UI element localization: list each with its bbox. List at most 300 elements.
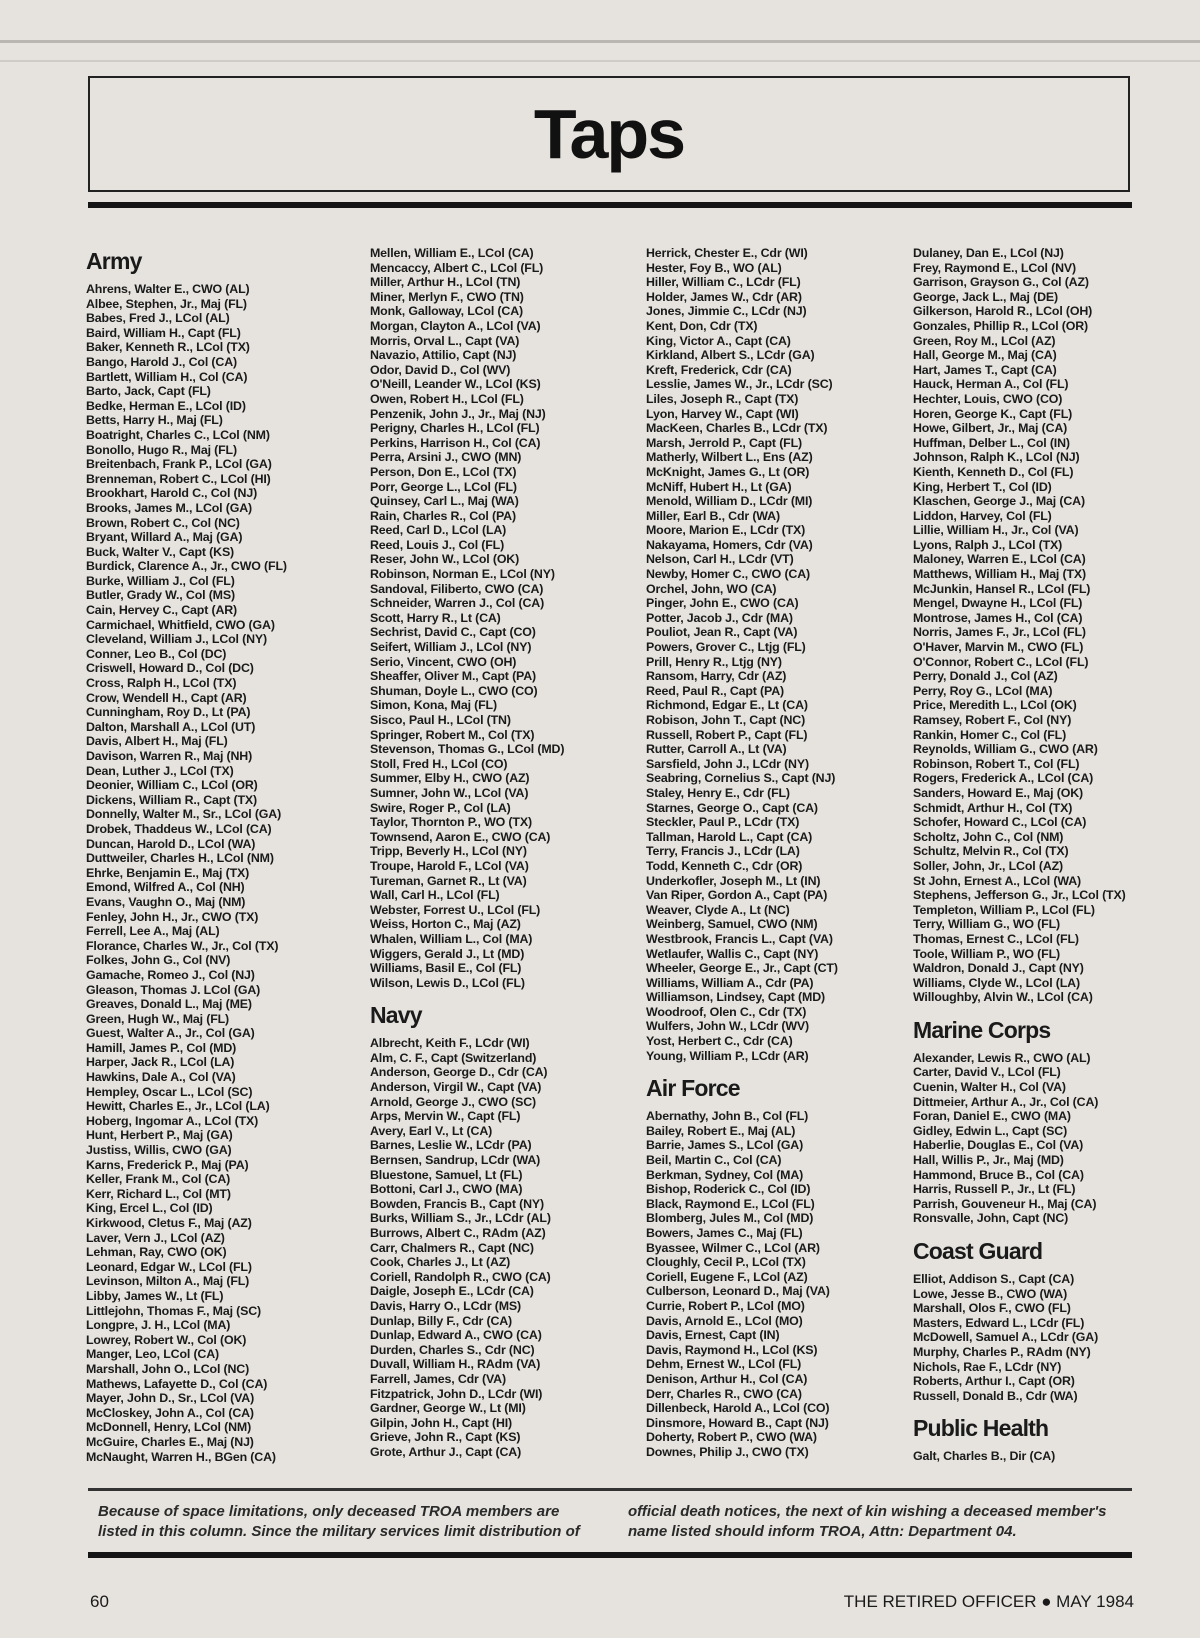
obituary-entry: Bango, Harold J., Col (CA)	[86, 354, 237, 369]
obituary-entry: Prill, Henry R., Ltjg (NY)	[646, 654, 782, 669]
obituary-entry: Nichols, Rae F., LCdr (NY)	[913, 1359, 1062, 1374]
obituary-entry: Duttweiler, Charles H., LCol (NM)	[86, 851, 274, 866]
obituary-entry: Holder, James W., Cdr (AR)	[646, 289, 802, 304]
obituary-entry: Tallman, Harold L., Capt (CA)	[646, 829, 813, 844]
obituary-entry: Black, Raymond E., LCol (FL)	[646, 1196, 815, 1211]
obituary-entry: Reed, Carl D., LCol (LA)	[370, 523, 507, 538]
obituary-entry: Pinger, John E., CWO (CA)	[646, 596, 799, 611]
obituary-entry: O'Connor, Robert C., LCol (FL)	[913, 654, 1089, 669]
obituary-entry: Dulaney, Dan E., LCol (NJ)	[913, 246, 1064, 260]
obituary-entry: Carter, David V., LCol (FL)	[913, 1065, 1061, 1080]
obituary-entry: Wilson, Lewis D., LCol (FL)	[370, 975, 525, 990]
obituary-entry: Mencaccy, Albert C., LCol (FL)	[370, 260, 544, 275]
obituary-entry: Hoberg, Ingomar A., LCol (TX)	[86, 1113, 259, 1128]
obituary-entry: Wetlaufer, Wallis C., Capt (NY)	[646, 946, 819, 961]
obituary-entry: Brookhart, Harold C., Col (NJ)	[86, 486, 258, 501]
obituary-entry: Williams, Basil E., Col (FL)	[370, 961, 522, 976]
obituary-entry: Elliot, Addison S., Capt (CA)	[913, 1272, 1075, 1286]
obituary-entry: Todd, Kenneth C., Cdr (OR)	[646, 858, 803, 873]
obituary-entry: Marshall, John O., LCol (NC)	[86, 1361, 250, 1376]
obituary-entry: Herrick, Chester E., Cdr (WI)	[646, 246, 808, 260]
obituary-entry: Westbrook, Francis L., Capt (VA)	[646, 931, 833, 946]
obituary-entry: O'Neill, Leander W., LCol (KS)	[370, 377, 541, 392]
obituary-entry: King, Victor A., Capt (CA)	[646, 333, 791, 348]
obituary-entry: Moore, Marion E., LCdr (TX)	[646, 523, 806, 538]
obituary-entry: Butler, Grady W., Col (MS)	[86, 588, 235, 603]
section-continued	[370, 246, 632, 990]
section-heading: Public Health	[913, 1415, 1049, 1442]
obituary-entry: Drobek, Thaddeus W., LCol (CA)	[86, 821, 272, 836]
obituary-entry: Bottoni, Carl J., CWO (MA)	[370, 1182, 523, 1197]
obituary-entry: Robinson, Robert T., Col (FL)	[913, 756, 1080, 771]
obituary-entry: Rain, Charles R., Col (PA)	[370, 508, 516, 523]
obituary-entry: Jones, Jimmie C., LCdr (NJ)	[646, 304, 807, 319]
obituary-entry: Boatright, Charles C., LCol (NM)	[86, 427, 270, 442]
obituary-entry: Cross, Ralph H., LCol (TX)	[86, 676, 237, 691]
footnote-left: Because of space limitations, only deceased TROA members are listed in this column. Since the military services limit distribution of	[98, 1503, 580, 1540]
obituary-entry: Stoll, Fred H., LCol (CO)	[370, 756, 508, 771]
obituary-entry: Reed, Paul R., Capt (PA)	[646, 683, 784, 698]
obituary-entry: Dinsmore, Howard B., Capt (NJ)	[646, 1415, 829, 1430]
obituary-entry: Hiller, William C., LCdr (FL)	[646, 275, 801, 290]
obituary-entry: Parrish, Gouveneur H., Maj (CA)	[913, 1196, 1097, 1211]
obituary-entry: Ronsvalle, John, Capt (NC)	[913, 1211, 1069, 1226]
obituary-entry: Farrell, James, Cdr (VA)	[370, 1371, 506, 1386]
obituary-entry: Currie, Robert P., LCol (MO)	[646, 1298, 805, 1313]
obituary-entry: Springer, Robert M., Col (TX)	[370, 727, 535, 742]
obituary-entry: Lehman, Ray, CWO (OK)	[86, 1245, 227, 1260]
obituary-entry: Gilpin, John H., Capt (HI)	[370, 1415, 513, 1430]
obituary-entry: Lowe, Jesse B., CWO (WA)	[913, 1286, 1068, 1301]
obituary-entry: Karns, Frederick P., Maj (PA)	[86, 1157, 249, 1172]
obituary-entry: Williams, Clyde W., LCol (LA)	[913, 975, 1080, 990]
obituary-entry: Navazio, Attilio, Capt (NJ)	[370, 348, 517, 363]
obituary-entry: Schmidt, Arthur H., Col (TX)	[913, 800, 1073, 815]
obituary-entry: Florance, Charles W., Jr., Col (TX)	[86, 938, 279, 953]
obituary-entry: Ahrens, Walter E., CWO (AL)	[86, 282, 250, 296]
obituary-entry: Miller, Arthur H., LCol (TN)	[370, 275, 521, 290]
obituary-entry: Hammond, Bruce B., Col (CA)	[913, 1167, 1084, 1182]
obituary-entry: King, Herbert T., Col (ID)	[913, 479, 1052, 494]
obituary-entry: Hauck, Herman A., Col (FL)	[913, 377, 1069, 392]
obituary-entry: Russell, Donald B., Cdr (WA)	[913, 1388, 1078, 1403]
obituary-entry: Lowrey, Robert W., Col (OK)	[86, 1332, 247, 1347]
obituary-entry: Matthews, William H., Maj (TX)	[913, 567, 1087, 582]
obituary-entry: Monk, Galloway, LCol (CA)	[370, 304, 523, 319]
obituary-entry: Murphy, Charles P., RAdm (NY)	[913, 1344, 1091, 1359]
obituary-entry: Brenneman, Robert C., LCol (HI)	[86, 471, 271, 486]
obituary-entry: Kerr, Richard L., Col (MT)	[86, 1186, 231, 1201]
obituary-entry: Marshall, Olos F., CWO (FL)	[913, 1301, 1071, 1316]
section-heading: Coast Guard	[913, 1238, 1043, 1264]
obituary-entry: Wall, Carl H., LCol (FL)	[370, 888, 500, 903]
obituary-entry: Anderson, Virgil W., Capt (VA)	[370, 1080, 542, 1095]
obituary-entry: Coriell, Randolph R., CWO (CA)	[370, 1269, 551, 1284]
section-heading: Air Force	[646, 1075, 740, 1102]
obituary-entry: Beil, Martin C., Col (CA)	[646, 1153, 782, 1168]
obituary-entry: Templeton, William P., LCol (FL)	[913, 902, 1095, 917]
obituary-entry: McDonnell, Henry, LCol (NM)	[86, 1420, 252, 1435]
obituary-entry: Hart, James T., Capt (CA)	[913, 362, 1057, 377]
obituary-entry: Hall, George M., Maj (CA)	[913, 348, 1057, 363]
obituary-entry: Terry, William G., WO (FL)	[913, 917, 1060, 932]
obituary-entry: Miner, Merlyn F., CWO (TN)	[370, 289, 524, 304]
obituary-entry: Quinsey, Carl L., Maj (WA)	[370, 494, 519, 509]
obituary-entry: Barnes, Leslie W., LCdr (PA)	[370, 1138, 532, 1153]
obituary-entry: Albee, Stephen, Jr., Maj (FL)	[86, 296, 247, 311]
obituary-entry: Keller, Frank M., Col (CA)	[86, 1172, 231, 1187]
obituary-entry: Alm, C. F., Capt (Switzerland)	[370, 1050, 537, 1065]
obituary-entry: McJunkin, Hansel R., LCol (FL)	[913, 581, 1091, 596]
section-coast-guard	[913, 1236, 1175, 1403]
obituary-entry: Barrie, James S., LCol (GA)	[646, 1138, 804, 1153]
obituary-entry: Williams, William A., Cdr (PA)	[646, 975, 814, 990]
obituary-entry: Arnold, George J., CWO (SC)	[370, 1094, 536, 1109]
obituary-entry: Dittmeier, Arthur A., Jr., Col (CA)	[913, 1094, 1099, 1109]
footer-rule	[88, 1552, 1132, 1558]
obituary-entry: Albrecht, Keith F., LCdr (WI)	[370, 1036, 530, 1051]
obituary-entry: Woodroof, Olen C., Cdr (TX)	[646, 1004, 807, 1019]
obituary-entry: Libby, James W., Lt (FL)	[86, 1288, 224, 1303]
obituary-entry: Toole, William P., WO (FL)	[913, 946, 1060, 961]
obituary-entry: Williamson, Lindsey, Capt (MD)	[646, 990, 825, 1005]
column-3	[646, 246, 908, 1460]
obituary-entry: Daigle, Joseph E., LCdr (CA)	[370, 1284, 534, 1299]
obituary-entry: Shuman, Doyle L., CWO (CO)	[370, 683, 538, 698]
obituary-entry: McNiff, Hubert H., Lt (GA)	[646, 479, 792, 494]
section-heading: Navy	[370, 1002, 422, 1029]
obituary-entry: Robinson, Norman E., LCol (NY)	[370, 567, 555, 582]
obituary-entry: McKnight, James G., Lt (OR)	[646, 464, 810, 479]
obituary-entry: Horen, George K., Capt (FL)	[913, 406, 1073, 421]
obituary-entry: Hamill, James P., Col (MD)	[86, 1040, 237, 1055]
obituary-entry: Leonard, Edgar W., LCol (FL)	[86, 1259, 252, 1274]
obituary-entry: Levinson, Milton A., Maj (FL)	[86, 1274, 250, 1289]
obituary-entry: King, Ercel L., Col (ID)	[86, 1201, 213, 1216]
obituary-entry: Hempley, Oscar L., LCol (SC)	[86, 1084, 253, 1099]
obituary-entry: Buck, Walter V., Capt (KS)	[86, 544, 235, 559]
obituary-entry: Pouliot, Jean R., Capt (VA)	[646, 625, 798, 640]
page-title: Taps	[533, 95, 685, 173]
obituary-entry: Grote, Arthur J., Capt (CA)	[370, 1444, 522, 1459]
obituary-entry: Morris, Orval L., Capt (VA)	[370, 333, 520, 348]
obituary-entry: Reed, Louis J., Col (FL)	[370, 537, 505, 552]
obituary-entry: Gardner, George W., Lt (MI)	[370, 1401, 526, 1416]
obituary-entry: Van Riper, Gordon A., Capt (PA)	[646, 888, 828, 903]
section-continued	[646, 246, 908, 1063]
obituary-entry: Green, Hugh W., Maj (FL)	[86, 1011, 230, 1026]
obituary-entry: Bernsen, Sandrup, LCdr (WA)	[370, 1153, 541, 1168]
section-continued	[913, 246, 1175, 1005]
obituary-entry: Nelson, Carl H., LCdr (VT)	[646, 552, 794, 567]
obituary-entry: Grieve, John R., Capt (KS)	[370, 1430, 521, 1445]
obituary-entry: Orchel, John, WO (CA)	[646, 581, 777, 596]
obituary-entry: Simon, Kona, Maj (FL)	[370, 698, 497, 713]
section-public-health	[913, 1413, 1175, 1464]
obituary-entry: Weinberg, Samuel, CWO (NM)	[646, 917, 818, 932]
section-heading: Army	[86, 248, 142, 274]
obituary-entry: Laver, Vern J., LCol (AZ)	[86, 1230, 225, 1245]
column-1	[86, 246, 348, 1464]
obituary-entry: Kirkwood, Cletus F., Maj (AZ)	[86, 1216, 252, 1230]
obituary-entry: Liddon, Harvey, Col (FL)	[913, 508, 1052, 523]
obituary-entry: Robison, John T., Capt (NC)	[646, 713, 806, 727]
obituary-entry: Young, William P., LCdr (AR)	[646, 1048, 809, 1063]
obituary-entry: Tripp, Beverly H., LCol (NY)	[370, 844, 527, 859]
obituary-entry: Terry, Francis J., LCdr (LA)	[646, 844, 800, 859]
obituary-entry: Potter, Jacob J., Cdr (MA)	[646, 610, 793, 625]
obituary-entry: Dickens, William R., Capt (TX)	[86, 792, 257, 807]
obituary-entry: Schofer, Howard C., LCol (CA)	[913, 815, 1087, 830]
obituary-entry: Scholtz, John C., Col (NM)	[913, 829, 1064, 844]
obituary-entry: Perra, Arsini J., CWO (MN)	[370, 450, 522, 465]
obituary-entry: Davison, Warren R., Maj (NH)	[86, 749, 253, 763]
obituary-entry: Gidley, Edwin L., Capt (SC)	[913, 1123, 1068, 1138]
column-2	[370, 246, 632, 1460]
obituary-entry: Abernathy, John B., Col (FL)	[646, 1109, 809, 1124]
obituary-entry: Willoughby, Alvin W., LCol (CA)	[913, 990, 1093, 1005]
obituary-entry: Carmichael, Whitfield, CWO (GA)	[86, 617, 275, 632]
obituary-entry: Cuenin, Walter H., Col (VA)	[913, 1080, 1066, 1095]
obituary-entry: Richmond, Edgar E., Lt (CA)	[646, 698, 808, 713]
obituary-entry: Dean, Luther J., LCol (TX)	[86, 763, 234, 778]
obituary-entry: Marsh, Jerrold P., Capt (FL)	[646, 435, 802, 450]
obituary-entry: Lesslie, James W., Jr., LCdr (SC)	[646, 377, 833, 392]
obituary-entry: Liles, Joseph R., Capt (TX)	[646, 391, 799, 406]
obituary-entry: Matherly, Wilbert L., Ens (AZ)	[646, 450, 813, 465]
obituary-entry: Montrose, James H., Col (CA)	[913, 610, 1083, 625]
obituary-entry: Bonollo, Hugo R., Maj (FL)	[86, 442, 237, 457]
obituary-entry: Berkman, Sydney, Col (MA)	[646, 1167, 804, 1182]
obituary-entry: McDowell, Samuel A., LCdr (GA)	[913, 1330, 1099, 1345]
obituary-entry: Tureman, Garnet R., Lt (VA)	[370, 873, 527, 888]
obituary-entry: Rutter, Carroll A., Lt (VA)	[646, 742, 787, 757]
obituary-entry: Person, Don E., LCol (TX)	[370, 464, 517, 479]
obituary-entry: Ransom, Harry, Cdr (AZ)	[646, 669, 787, 684]
obituary-entry: Yost, Herbert C., Cdr (CA)	[646, 1034, 793, 1049]
obituary-entry: Seifert, William J., LCol (NY)	[370, 640, 532, 655]
obituary-entry: Burks, William S., Jr., LCdr (AL)	[370, 1211, 551, 1226]
obituary-entry: Babes, Fred J., LCol (AL)	[86, 311, 230, 326]
obituary-entry: Gamache, Romeo J., Col (NJ)	[86, 967, 255, 982]
obituary-entry: Owen, Robert H., LCol (FL)	[370, 391, 524, 406]
obituary-entry: Garrison, Grayson G., Col (AZ)	[913, 275, 1089, 290]
obituary-entry: Hechter, Louis, CWO (CO)	[913, 391, 1063, 406]
obituary-entry: Schultz, Melvin R., Col (TX)	[913, 844, 1069, 859]
obituary-entry: Justiss, Willis, CWO (GA)	[86, 1143, 232, 1158]
obituary-columns	[86, 246, 1136, 1464]
obituary-entry: Hawkins, Dale A., Col (VA)	[86, 1070, 236, 1085]
obituary-entry: Underkofler, Joseph M., Lt (IN)	[646, 873, 821, 888]
obituary-entry: Culberson, Leonard D., Maj (VA)	[646, 1284, 830, 1299]
obituary-entry: McCloskey, John A., Col (CA)	[86, 1405, 254, 1420]
obituary-entry: Kienth, Kenneth D., Col (FL)	[913, 464, 1074, 479]
obituary-entry: Dillenbeck, Harold A., LCol (CO)	[646, 1401, 830, 1416]
obituary-entry: Dehm, Ernest W., LCol (FL)	[646, 1357, 802, 1372]
obituary-entry: Duvall, William H., RAdm (VA)	[370, 1357, 541, 1372]
obituary-entry: Taylor, Thornton P., WO (TX)	[370, 815, 532, 830]
obituary-entry: Ehrke, Benjamin E., Maj (TX)	[86, 865, 250, 880]
section-marine-corps	[913, 1015, 1175, 1226]
obituary-entry: Weaver, Clyde A., Lt (NC)	[646, 902, 790, 917]
obituary-entry: Davis, Albert H., Maj (FL)	[86, 734, 228, 749]
obituary-entry: Doherty, Robert P., CWO (WA)	[646, 1430, 817, 1445]
obituary-entry: Gonzales, Phillip R., LCol (OR)	[913, 318, 1089, 333]
obituary-entry: Burrows, Albert C., RAdm (AZ)	[370, 1226, 546, 1240]
obituary-entry: O'Haver, Marvin M., CWO (FL)	[913, 640, 1084, 655]
obituary-entry: Brooks, James M., LCol (GA)	[86, 500, 253, 515]
obituary-entry: Thomas, Ernest C., LCol (FL)	[913, 931, 1079, 946]
obituary-entry: Frey, Raymond E., LCol (NV)	[913, 260, 1077, 275]
obituary-entry: Waldron, Donald J., Capt (NY)	[913, 961, 1084, 976]
obituary-entry: Anderson, George D., Cdr (CA)	[370, 1065, 548, 1080]
obituary-entry: Davis, Ernest, Capt (IN)	[646, 1328, 780, 1343]
obituary-entry: Arps, Mervin W., Capt (FL)	[370, 1109, 521, 1124]
obituary-entry: Wulfers, John W., LCdr (WV)	[646, 1019, 809, 1034]
section-army	[86, 246, 348, 1464]
title-rule	[88, 202, 1132, 208]
obituary-entry: Hall, Willis P., Jr., Maj (MD)	[913, 1153, 1064, 1168]
obituary-entry: Haberlie, Douglas E., Col (VA)	[913, 1138, 1084, 1153]
obituary-entry: Barto, Jack, Capt (FL)	[86, 384, 211, 399]
obituary-entry: Powers, Grover C., Ltjg (FL)	[646, 640, 806, 655]
obituary-entry: Townsend, Aaron E., CWO (CA)	[370, 829, 551, 844]
obituary-entry: Perkins, Harrison H., Col (CA)	[370, 435, 541, 450]
obituary-entry: Whalen, William L., Col (MA)	[370, 931, 533, 946]
obituary-entry: Cunningham, Roy D., Lt (PA)	[86, 705, 251, 720]
obituary-entry: Criswell, Howard D., Col (DC)	[86, 661, 254, 676]
obituary-entry: Gilkerson, Harold R., LCol (OH)	[913, 304, 1093, 319]
obituary-entry: Howe, Gilbert, Jr., Maj (CA)	[913, 421, 1068, 436]
obituary-entry: Stevenson, Thomas G., LCol (MD)	[370, 742, 565, 757]
obituary-entry: Dunlap, Edward A., CWO (CA)	[370, 1328, 542, 1343]
obituary-entry: Sheaffer, Oliver M., Capt (PA)	[370, 669, 537, 684]
obituary-entry: Ferrell, Lee A., Maj (AL)	[86, 924, 220, 939]
obituary-entry: Dalton, Marshall A., LCol (UT)	[86, 719, 256, 734]
obituary-entry: Seabring, Cornelius S., Capt (NJ)	[646, 771, 836, 786]
obituary-entry: Derr, Charles R., CWO (CA)	[646, 1386, 802, 1401]
obituary-entry: Wheeler, George E., Jr., Capt (CT)	[646, 961, 838, 976]
obituary-entry: Cook, Charles J., Lt (AZ)	[370, 1255, 511, 1270]
obituary-entry: Bluestone, Samuel, Lt (FL)	[370, 1167, 523, 1182]
obituary-entry: Menold, William D., LCdr (MI)	[646, 494, 813, 509]
obituary-entry: Donnelly, Walter M., Sr., LCol (GA)	[86, 807, 282, 822]
obituary-entry: Carr, Chalmers R., Capt (NC)	[370, 1240, 534, 1255]
obituary-entry: Galt, Charles B., Dir (CA)	[913, 1449, 1056, 1464]
obituary-entry: Huffman, Delber L., Col (IN)	[913, 435, 1070, 450]
obituary-entry: Longpre, J. H., LCol (MA)	[86, 1318, 231, 1333]
obituary-entry: Mayer, John D., Sr., LCol (VA)	[86, 1391, 255, 1406]
obituary-entry: Sumner, John W., LCol (VA)	[370, 785, 529, 800]
obituary-entry: Crow, Wendell H., Capt (AR)	[86, 690, 247, 705]
obituary-entry: Cleveland, William J., LCol (NY)	[86, 632, 267, 647]
obituary-entry: Betts, Harry H., Maj (FL)	[86, 413, 223, 428]
obituary-entry: Bowden, Francis B., Capt (NY)	[370, 1196, 544, 1211]
obituary-entry: Starnes, George O., Capt (CA)	[646, 800, 818, 815]
obituary-entry: Coriell, Eugene F., LCol (AZ)	[646, 1269, 808, 1284]
obituary-entry: George, Jack L., Maj (DE)	[913, 289, 1058, 304]
obituary-entry: Porr, George L., LCol (FL)	[370, 479, 517, 494]
obituary-entry: Morgan, Clayton A., LCol (VA)	[370, 318, 541, 333]
obituary-entry: Sanders, Howard E., Maj (OK)	[913, 785, 1083, 800]
obituary-entry: Masters, Edward L., LCdr (FL)	[913, 1315, 1085, 1330]
obituary-entry: Durden, Charles S., Cdr (NC)	[370, 1342, 535, 1357]
obituary-entry: Conner, Leo B., Col (DC)	[86, 646, 227, 661]
obituary-entry: Littlejohn, Thomas F., Maj (SC)	[86, 1303, 262, 1318]
obituary-entry: Folkes, John G., Col (NV)	[86, 953, 231, 968]
obituary-entry: Duncan, Harold D., LCol (WA)	[86, 836, 256, 851]
obituary-entry: Mengel, Dwayne H., LCol (FL)	[913, 596, 1083, 611]
obituary-entry: Sechrist, David C., Capt (CO)	[370, 625, 536, 640]
obituary-entry: Bailey, Robert E., Maj (AL)	[646, 1123, 796, 1138]
obituary-entry: Bishop, Roderick C., Col (ID)	[646, 1182, 811, 1197]
obituary-entry: Johnson, Ralph K., LCol (NJ)	[913, 450, 1080, 465]
obituary-entry: Kirkland, Albert S., LCdr (GA)	[646, 348, 815, 363]
obituary-entry: Klaschen, George J., Maj (CA)	[913, 494, 1085, 509]
obituary-entry: Mathews, Lafayette D., Col (CA)	[86, 1376, 268, 1391]
obituary-entry: Kent, Don, Cdr (TX)	[646, 318, 758, 333]
obituary-entry: McNaught, Warren H., BGen (CA)	[86, 1449, 276, 1464]
obituary-entry: Lyons, Ralph J., LCol (TX)	[913, 537, 1063, 552]
obituary-entry: Steckler, Paul P., LCdr (TX)	[646, 815, 800, 830]
title-box	[88, 76, 1130, 192]
footnote	[98, 1502, 1128, 1542]
obituary-entry: Mellen, William E., LCol (CA)	[370, 246, 534, 260]
obituary-entry: Downes, Philip J., CWO (TX)	[646, 1444, 809, 1459]
obituary-entry: Sandoval, Filiberto, CWO (CA)	[370, 581, 544, 596]
obituary-entry: Lyon, Harvey W., Capt (WI)	[646, 406, 799, 421]
obituary-entry: Odor, David D., Col (WV)	[370, 362, 511, 377]
obituary-entry: Hewitt, Charles E., Jr., LCol (LA)	[86, 1099, 270, 1114]
top-decorative-rule-2	[0, 60, 1200, 62]
obituary-entry: Russell, Robert P., Capt (FL)	[646, 727, 808, 742]
obituary-entry: Deonier, William C., LCol (OR)	[86, 778, 258, 793]
obituary-entry: Swire, Roger P., Col (LA)	[370, 800, 511, 815]
obituary-entry: Emond, Wilfred A., Col (NH)	[86, 880, 245, 895]
obituary-entry: Cain, Hervey C., Capt (AR)	[86, 603, 238, 618]
obituary-entry: Schneider, Warren J., Col (CA)	[370, 596, 545, 611]
page-number: 60	[90, 1592, 109, 1611]
obituary-entry: Webster, Forrest U., LCol (FL)	[370, 902, 541, 917]
section-air-force	[646, 1073, 908, 1459]
obituary-entry: Blomberg, Jules M., Col (MD)	[646, 1211, 814, 1226]
obituary-entry: Burdick, Clarence A., Jr., CWO (FL)	[86, 559, 287, 574]
obituary-entry: Brown, Robert C., Col (NC)	[86, 515, 240, 530]
obituary-entry: Sarsfield, John J., LCdr (NY)	[646, 756, 809, 771]
obituary-entry: Reser, John W., LCol (OK)	[370, 552, 520, 567]
obituary-entry: Newby, Homer C., CWO (CA)	[646, 567, 810, 582]
top-decorative-rule	[0, 40, 1200, 43]
obituary-entry: Green, Roy M., LCol (AZ)	[913, 333, 1056, 348]
obituary-entry: Wiggers, Gerald J., Lt (MD)	[370, 946, 525, 961]
obituary-entry: Ramsey, Robert F., Col (NY)	[913, 713, 1072, 727]
obituary-entry: Cloughly, Cecil P., LCol (TX)	[646, 1255, 806, 1270]
obituary-entry: Davis, Raymond H., LCol (KS)	[646, 1342, 818, 1357]
obituary-entry: Perry, Donald J., Col (AZ)	[913, 669, 1058, 684]
obituary-entry: Foran, Daniel E., CWO (MA)	[913, 1109, 1071, 1124]
obituary-entry: Troupe, Harold F., LCol (VA)	[370, 858, 529, 873]
column-4	[913, 246, 1175, 1464]
section-heading: Marine Corps	[913, 1016, 1051, 1043]
obituary-entry: Price, Meredith L., LCol (OK)	[913, 698, 1077, 713]
obituary-entry: Evans, Vaughn O., Maj (NM)	[86, 894, 246, 909]
obituary-entry: Scott, Harry R., Lt (CA)	[370, 610, 501, 625]
obituary-entry: Fitzpatrick, John D., LCdr (WI)	[370, 1386, 543, 1401]
obituary-entry: Greaves, Donald L., Maj (ME)	[86, 997, 252, 1012]
obituary-entry: Bryant, Willard A., Maj (GA)	[86, 530, 243, 545]
obituary-entry: Harris, Russell P., Jr., Lt (FL)	[913, 1182, 1076, 1197]
obituary-entry: MacKeen, Charles B., LCdr (TX)	[646, 421, 828, 436]
